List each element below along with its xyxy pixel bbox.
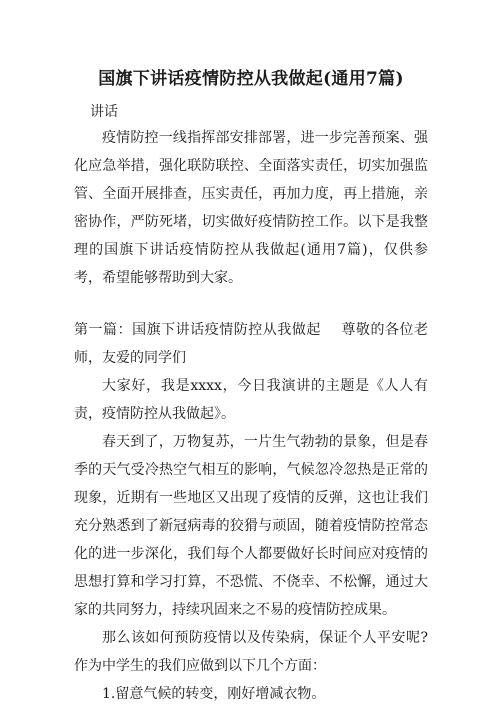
- body-paragraph-3: 那么该如何预防疫情以及传染病，保证个人平安呢?作为中学生的我们应做到以下几个方面：: [74, 630, 428, 674]
- document-label: 讲话: [90, 104, 118, 120]
- intro-paragraph: 疫情防控一线指挥部安排部署，进一步完善预案、强化应急举措，强化联防联控、全面落实责任，切实加强监管、全面开展排查，压实责任，再加力度，再上措施，亲密协作，严防死堵，切实做好疫情防控工作。以下是我整理的国旗下讲话疫情防控从我做起(通用7篇)，仅供参考，希望能够帮助到大家。: [74, 130, 428, 286]
- document-title: 国旗下讲话疫情防控从我做起(通用7篇): [98, 69, 404, 89]
- body-paragraph-1: 大家好，我是xxxx，今日我演讲的主题是《人人有责，疫情防控从我做起》。: [74, 378, 428, 422]
- body-paragraph-2: 春天到了，万物复苏，一片生气勃勃的景象，但是春季的天气受冷热空气相互的影响，气候忽冷忽热是正常的现象，近期有一些地区又出现了疫情的反弹，这也让我们充分熟悉到了新冠病毒的狡猾与顽固，随着疫情防控常态化的进一步深化，我们每个人都要做好长时间应对疫情的思想打算和学习打算，不恐慌、不侥幸、不松懈，通过大家的共同努力，持续巩固来之不易的疫情防控成果。: [74, 434, 428, 618]
- section-gap: [74, 292, 428, 316]
- section-heading: 第一篇：国旗下讲话疫情防控从我做起: [74, 322, 321, 338]
- body-paragraph-4: 1.留意气候的转变，刚好增减衣物。: [102, 686, 326, 702]
- section-heading-line: [74, 316, 428, 372]
- greeting: 尊敬的各位老师，友爱的同学们: [74, 322, 429, 366]
